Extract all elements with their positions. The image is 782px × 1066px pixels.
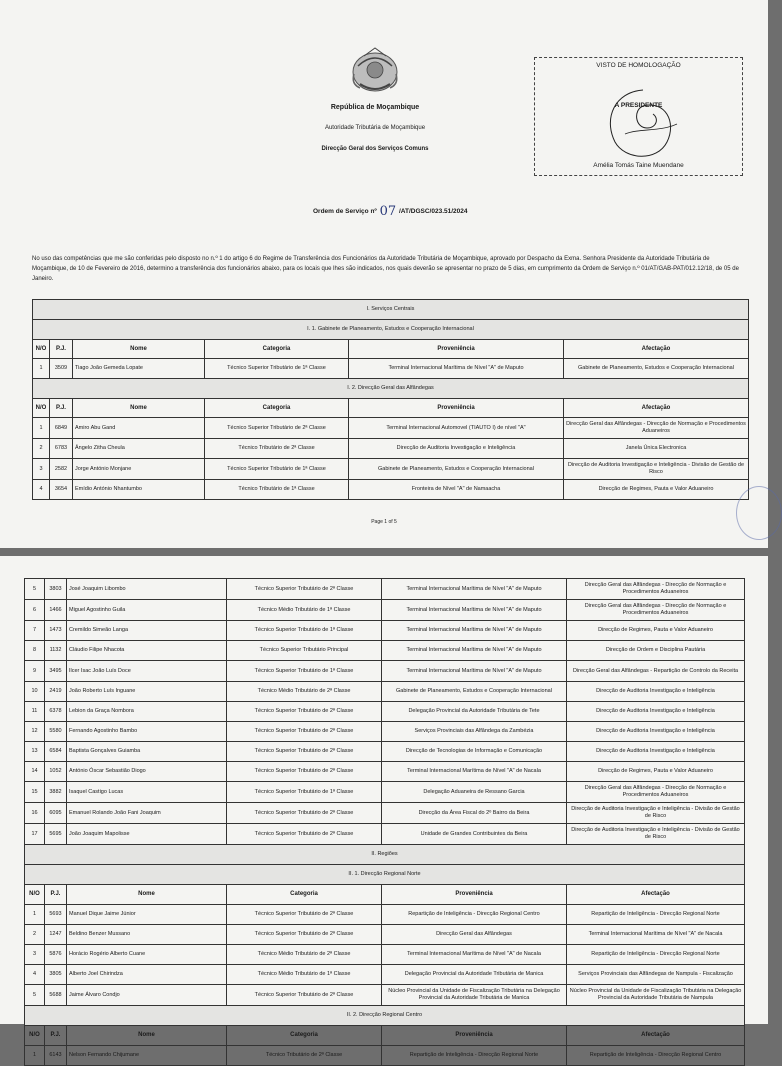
order-prefix: Ordem de Serviço nº [313,208,377,215]
cell-pj: 5695 [45,824,67,845]
column-header-no: N/O [33,340,50,359]
cell-nome: João Joaquim Mapolisse [67,824,227,845]
cell-pj: 2419 [45,682,67,702]
cell-proveniencia: Terminal Internacional Marítima de Nível "A" de Maputo [382,579,567,600]
cell-proveniencia: Unidade de Grandes Contribuintes da Beira [382,824,567,845]
cell-pj: 3654 [50,480,73,500]
table-header-row [33,340,749,359]
cell-no: 17 [25,824,45,845]
cell-categoria: Técnico Tributário de 2ª Classe [227,1046,382,1066]
cell-nome: Beldino Benzer Mussano [67,925,227,945]
table-row [25,1046,745,1066]
cell-pj: 6849 [50,418,73,439]
cell-nome: Ângelo Zitha Cheula [73,439,205,459]
cell-nome: Ilcer Isac João Luís Doce [67,661,227,682]
cell-no: 13 [25,742,45,762]
table-row [25,762,745,782]
table-row [25,945,745,965]
cell-afectacao: Gabinete de Planeamento, Estudos e Cooperação Internacional [564,359,749,379]
cell-nome: Emídio António Nhantumbo [73,480,205,500]
cell-no: 15 [25,782,45,803]
cell-afectacao: Direcção Geral das Alfândegas - Direcção de Normação e Procedimentos Aduaneiros [564,418,749,439]
table-row [33,459,749,480]
table-row [25,579,745,600]
cell-afectacao: Direcção de Auditoria Investigação e Inteligência [567,742,745,762]
cell-no: 4 [25,965,45,985]
table-header-row [25,1026,745,1046]
cell-categoria: Técnico Superior Tributário de 2ª Classe [227,905,382,925]
cell-categoria: Técnico Superior Tributário de 1ª Classe [205,459,349,480]
cell-afectacao: Repartição de Inteligência - Direcção Regional Norte [567,945,745,965]
cell-proveniencia: Direcção Geral das Alfândegas [382,925,567,945]
column-header-categoria: Categoria [205,399,349,418]
cell-nome: Baptista Gonçalves Guiamba [67,742,227,762]
cell-pj: 5693 [45,905,67,925]
cell-pj: 6584 [45,742,67,762]
table-row [25,803,745,824]
subsection-gabinete-planeamento-label: I. 1. Gabinete de Planeamento, Estudos e Cooperação Internacional [33,320,749,340]
cell-afectacao: Direcção de Ordem e Disciplina Pautária [567,641,745,661]
cell-pj: 3803 [45,579,67,600]
column-header-no: N/O [25,1026,45,1046]
column-header-nome: Nome [67,1026,227,1046]
cell-proveniencia: Terminal Internacional Marítima de Nível "A" de Maputo [349,359,564,379]
cell-proveniencia: Direcção de Tecnologias de Informação e Comunicação [382,742,567,762]
cell-pj: 3882 [45,782,67,803]
table-row [25,782,745,803]
cell-categoria: Técnico Superior Tributário de 2ª Classe [227,579,382,600]
table-row [25,722,745,742]
cell-nome: Cremildo Simeão Langa [67,621,227,641]
cell-pj: 2582 [50,459,73,480]
cell-proveniencia: Direcção da Área Fiscal do 2º Bairro da Beira [382,803,567,824]
cell-no: 9 [25,661,45,682]
cell-proveniencia: Delegação Aduaneira de Ressano Garcia [382,782,567,803]
cell-proveniencia: Terminal Internacional Marítima de Nível "A" de Maputo [382,661,567,682]
section-servicos-centrais [33,300,749,320]
cell-no: 2 [25,925,45,945]
cell-afectacao: Repartição de Inteligência - Direcção Regional Centro [567,1046,745,1066]
cell-no: 1 [33,418,50,439]
column-header-no: N/O [25,885,45,905]
table-row [25,824,745,845]
transfer-table-page-1 [32,299,749,500]
cell-proveniencia: Direcção de Auditoria Investigação e Inteligência [349,439,564,459]
cell-pj: 3805 [45,965,67,985]
cell-categoria: Técnico Médio Tributário de 2ª Classe [227,682,382,702]
authority-title: Autoridade Tributária de Moçambique [324,125,426,131]
cell-proveniencia: Repartição de Inteligência - Direcção Regional Centro [382,905,567,925]
table-row [25,702,745,722]
cell-afectacao: Direcção de Regimes, Pauta e Valor Aduaneiro [567,762,745,782]
cell-nome: Miguel Agostinho Guila [67,600,227,621]
cell-no: 5 [25,579,45,600]
cell-categoria: Técnico Tributário de 1ª Classe [205,480,349,500]
cell-nome: Nelson Fernando Chijumane [67,1046,227,1066]
homologation-title: VISTO DE HOMOLOGAÇÃO [596,62,681,69]
cell-no: 6 [25,600,45,621]
table-row [25,621,745,641]
cell-proveniencia: Fronteira de Nível "A" de Namaacha [349,480,564,500]
cell-afectacao: Serviços Provinciais das Alfândegas de Nampula - Fiscalização [567,965,745,985]
column-header-categoria: Categoria [227,1026,382,1046]
cell-afectacao: Direcção Geral das Alfândegas - Direcção de Normação e Procedimentos Aduaneiros [567,782,745,803]
cell-categoria: Técnico Superior Tributário de 2ª Classe [227,925,382,945]
cell-proveniencia: Terminal Internacional Marítima de Nível "A" de Maputo [382,621,567,641]
cell-no: 2 [33,439,50,459]
section-regioes [25,845,745,865]
table-row [33,480,749,500]
cell-afectacao: Núcleo Provincial da Unidade de Fiscalização Tributária na Delegação Provincial da Autoridade Tributária de Nampula [567,985,745,1006]
cell-no: 16 [25,803,45,824]
cell-no: 4 [33,480,50,500]
cell-afectacao: Direcção de Regimes, Pauta e Valor Aduaneiro [564,480,749,500]
cell-pj: 6783 [50,439,73,459]
document-page-2 [0,556,768,1058]
cell-proveniencia: Terminal Internacional Automovel (TIAUTO I) de nível "A" [349,418,564,439]
cell-categoria: Técnico Superior Tributário de 1ª Classe [205,359,349,379]
cell-proveniencia: Gabinete de Planeamento, Estudos e Cooperação Internacional [349,459,564,480]
column-header-nome: Nome [73,340,205,359]
column-header-afectacao: Afectação [564,399,749,418]
cell-nome: Jorge António Monjane [73,459,205,480]
cell-afectacao: Direcção Geral das Alfândegas - Direcção de Normação e Procedimentos Aduaneiros [567,600,745,621]
cell-categoria: Técnico Superior Tributário de 1ª Classe [227,661,382,682]
cell-categoria: Técnico Superior Tributário de 1ª Classe [227,782,382,803]
cell-categoria: Técnico Superior Tributário de 2ª Classe [227,803,382,824]
cell-afectacao: Janela Única Electronica [564,439,749,459]
column-header-pj: P.J. [50,399,73,418]
page-number: Page 1 of 5 [371,519,397,525]
homologation-box [534,57,743,176]
cell-pj: 1132 [45,641,67,661]
table-row [25,965,745,985]
president-label: A PRESIDENTE [614,102,663,109]
cell-nome: Manuel Dique Jaime Júnior [67,905,227,925]
order-number-handwritten: 07 [379,204,397,219]
cell-categoria: Técnico Médio Tributário de 2ª Classe [227,945,382,965]
table-header-row [25,885,745,905]
cell-categoria: Técnico Superior Tributário de 2ª Classe [227,985,382,1006]
column-header-pj: P.J. [45,885,67,905]
cell-afectacao: Repartição de Inteligência - Direcção Regional Norte [567,905,745,925]
cell-categoria: Técnico Superior Tributário de 2ª Classe [227,762,382,782]
official-stamp-icon [736,486,782,540]
cell-nome: Fernando Agostinho Bambo [67,722,227,742]
cell-nome: Lebion da Graça Nombora [67,702,227,722]
table-row [33,439,749,459]
subsection-regional-norte-label: II. 1. Direcção Regional Norte [25,865,745,885]
column-header-proveniencia: Proveniência [382,885,567,905]
cell-pj: 1247 [45,925,67,945]
cell-categoria: Técnico Superior Tributário Principal [227,641,382,661]
cell-nome: João Roberto Luís Inguane [67,682,227,702]
column-header-nome: Nome [67,885,227,905]
column-header-pj: P.J. [45,1026,67,1046]
table-row [33,418,749,439]
cell-no: 8 [25,641,45,661]
cell-pj: 1052 [45,762,67,782]
cell-nome: Jaime Álvaro Condjo [67,985,227,1006]
intro-paragraph: No uso das competências que me são conferidas pelo disposto no n.º 1 do artigo 6 do Regime de Transferência dos Funcionários da Autoridade Tributária de Moçambique, aprovado por Despacho da Exma. Senhora Presidente da Autoridade Tributária de Moçambique, de 10 de Fevereiro de 2016, determino a transferência dos funcionários abaixo, para os locais que lhes são indicados, nos quais deverão se apresentar no prazo de 5 dias, em cumprimento da Ordem de Serviço n.º 01/AT/GAB-PAT/012.12/18, de 05 de Janeiro. [32,256,739,282]
cell-nome: Amiro Abu Gand [73,418,205,439]
cell-no: 3 [25,945,45,965]
cell-categoria: Técnico Superior Tributário de 2ª Classe [227,722,382,742]
subsection-regional-centro-label: II. 2. Direcção Regional Centro [25,1006,745,1026]
cell-no: 10 [25,682,45,702]
cell-nome: Horácio Rogério Alberto Cuane [67,945,227,965]
table-row [25,641,745,661]
cell-pj: 3495 [45,661,67,682]
cell-proveniencia: Terminal Internacional Marítima de Nível "A" de Maputo [382,600,567,621]
column-header-afectacao: Afectação [567,1026,745,1046]
column-header-afectacao: Afectação [567,885,745,905]
national-emblem-icon [346,44,404,96]
column-header-no: N/O [33,399,50,418]
cell-categoria: Técnico Superior Tributário de 2ª Classe [227,824,382,845]
president-name: Amélia Tomás Taine Muendane [593,162,684,169]
signature-icon [585,88,695,168]
table-row [25,682,745,702]
column-header-categoria: Categoria [205,340,349,359]
column-header-proveniencia: Proveniência [349,399,564,418]
cell-nome: António Óscar Sebastião Diogo [67,762,227,782]
table-row [25,600,745,621]
cell-categoria: Técnico Tributário de 2ª Classe [205,439,349,459]
cell-no: 1 [25,905,45,925]
cell-pj: 5876 [45,945,67,965]
cell-afectacao: Direcção de Auditoria Investigação e Inteligência - Divisão de Gestão de Risco [567,803,745,824]
cell-nome: Emanuel Rolando João Fani Joaquim [67,803,227,824]
republic-title: República de Moçambique [330,104,420,111]
cell-nome: Isaquel Castigo Lucas [67,782,227,803]
column-header-afectacao: Afectação [564,340,749,359]
table-row [33,359,749,379]
cell-afectacao: Direcção Geral das Alfândegas - Direcção de Normação e Procedimentos Aduaneiros [567,579,745,600]
cell-no: 7 [25,621,45,641]
order-number-line [313,204,468,219]
cell-proveniencia: Terminal Internacional Marítima de Nível "A" de Nacala [382,945,567,965]
cell-categoria: Técnico Superior Tributário de 2ª Classe [205,418,349,439]
cell-afectacao: Direcção de Auditoria Investigação e Inteligência - Divisão de Gestão de Risco [567,824,745,845]
cell-pj: 6095 [45,803,67,824]
cell-nome: Tiago João Gemeda Lopate [73,359,205,379]
table-row [25,742,745,762]
cell-proveniencia: Delegação Provincial da Autoridade Tributária de Manica [382,965,567,985]
cell-nome: Alberto Joel Chirindza [67,965,227,985]
cell-no: 3 [33,459,50,480]
table-row [25,661,745,682]
cell-no: 1 [33,359,50,379]
cell-pj: 5580 [45,722,67,742]
subsection-gabinete-planeamento [33,320,749,340]
cell-pj: 6143 [45,1046,67,1066]
column-header-pj: P.J. [50,340,73,359]
cell-afectacao: Direcção de Auditoria Investigação e Inteligência [567,722,745,742]
cell-proveniencia: Terminal Internacional Marítima de Nível "A" de Nacala [382,762,567,782]
column-header-nome: Nome [73,399,205,418]
subsection-direccao-alfandegas [33,379,749,399]
column-header-proveniencia: Proveniência [349,340,564,359]
cell-afectacao: Direcção de Auditoria Investigação e Inteligência [567,682,745,702]
table-header-row [33,399,749,418]
section-regioes-label: II. Regiões [25,845,745,865]
cell-pj: 1466 [45,600,67,621]
cell-pj: 1473 [45,621,67,641]
cell-no: 5 [25,985,45,1006]
cell-pj: 5688 [45,985,67,1006]
subsection-direccao-alfandegas-label: I. 2. Direcção Geral das Alfândegas [33,379,749,399]
cell-pj: 3509 [50,359,73,379]
table-row [25,925,745,945]
cell-categoria: Técnico Superior Tributário de 1ª Classe [227,621,382,641]
cell-proveniencia: Terminal Internacional Marítima de Nível "A" de Maputo [382,641,567,661]
cell-nome: José Joaquim Libombo [67,579,227,600]
transfer-table-page-2 [24,578,745,1066]
cell-categoria: Técnico Médio Tributário de 1ª Classe [227,600,382,621]
cell-pj: 6378 [45,702,67,722]
cell-afectacao: Direcção de Auditoria Investigação e Inteligência [567,702,745,722]
subsection-regional-centro [25,1006,745,1026]
table-row [25,905,745,925]
cell-proveniencia: Delegação Provincial da Autoridade Tributária de Tete [382,702,567,722]
column-header-proveniencia: Proveniência [382,1026,567,1046]
section-servicos-centrais-label: I. Serviços Centrais [33,300,749,320]
cell-categoria: Técnico Médio Tributário de 1ª Classe [227,965,382,985]
directorate-title: Direcção Geral dos Serviços Comuns [321,146,429,152]
cell-no: 12 [25,722,45,742]
cell-no: 14 [25,762,45,782]
cell-proveniencia: Núcleo Provincial da Unidade de Fiscalização Tributária na Delegação Provincial da Autoridade Tributária de Manica [382,985,567,1006]
cell-afectacao: Terminal Internacional Marítima de Nível "A" de Nacala [567,925,745,945]
order-suffix: /AT/DGSC/023.51/2024 [398,208,468,215]
cell-afectacao: Direcção de Regimes, Pauta e Valor Aduaneiro [567,621,745,641]
cell-no: 11 [25,702,45,722]
cell-proveniencia: Gabinete de Planeamento, Estudos e Cooperação Internacional [382,682,567,702]
cell-afectacao: Direcção Geral das Alfândegas - Repartição de Controlo da Receita [567,661,745,682]
cell-proveniencia: Serviços Provinciais das Alfândega da Zambézia [382,722,567,742]
table-row [25,985,745,1006]
cell-categoria: Técnico Superior Tributário de 2ª Classe [227,702,382,722]
column-header-categoria: Categoria [227,885,382,905]
cell-categoria: Técnico Superior Tributário de 2ª Classe [227,742,382,762]
cell-nome: Cláudio Filipe Nhacota [67,641,227,661]
cell-afectacao: Direcção de Auditoria Investigação e Inteligência - Divisão de Gestão de Risco [564,459,749,480]
cell-no: 1 [25,1046,45,1066]
cell-proveniencia: Repartição de Inteligência - Direcção Regional Norte [382,1046,567,1066]
subsection-regional-norte [25,865,745,885]
